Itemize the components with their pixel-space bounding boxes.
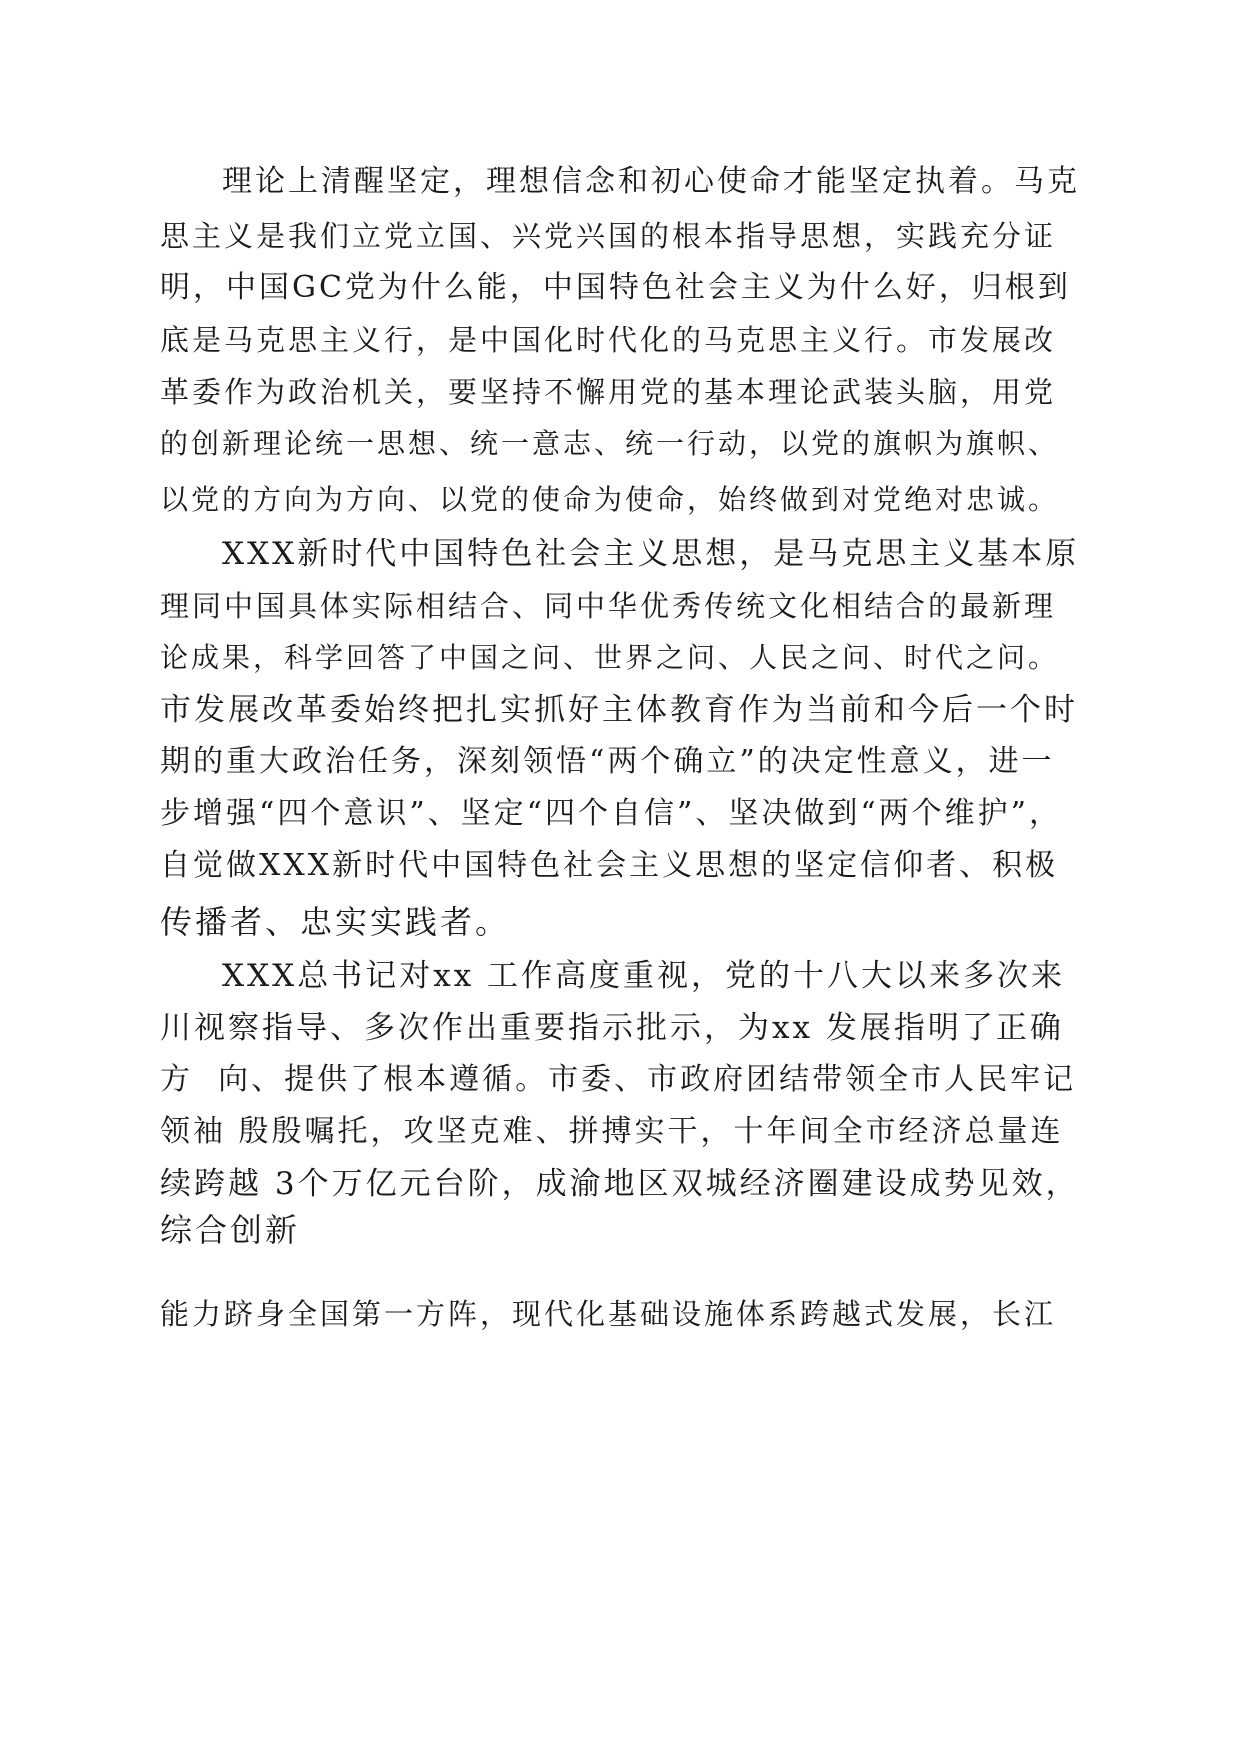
paragraph-1-line-3: 明，中国GC党为什么能，中国特色社会主义为什么好，归根到 — [160, 270, 1071, 305]
paragraph-3-line-2: 川视察指导、多次作出重要指示批示，为xx 发展指明了正确 — [160, 1010, 1064, 1046]
paragraph-2-line-8: 传播者、忠实实践者。 — [160, 903, 511, 941]
paragraph-2-line-4: 市发展改革委始终把扎实抓好主体教育作为当前和今后一个时 — [160, 692, 1078, 728]
paragraph-1-line-7: 以党的方向为方向、以党的使命为使命，始终做到对党绝对忠诚。 — [160, 483, 1060, 516]
paragraph-3-line-4: 领袖 殷殷嘱托，攻坚克难、拼搏实干，十年间全市经济总量连 — [160, 1114, 1064, 1149]
paragraph-1-line-6: 的创新理论统一思想、统一意志、统一行动，以党的旗帜为旗帜、 — [160, 427, 1060, 460]
paragraph-1-line-1: 理论上清醒坚定，理想信念和初心使命才能坚定执着。马克 — [222, 164, 1080, 199]
paragraph-1-line-5: 革委作为政治机关，要坚持不懈用党的基本理论武装头脑，用党 — [160, 375, 1057, 409]
paragraph-2-line-3: 论成果，科学回答了中国之问、世界之问、人民之问、时代之问。 — [160, 641, 1060, 674]
paragraph-1-line-4: 底是马克思主义行，是中国化时代化的马克思主义行。市发展改 — [160, 323, 1057, 357]
paragraph-3-line-3: 方 向、提供了根本遵循。市委、市政府团结带领全市人民牢记 — [160, 1062, 1077, 1097]
paragraph-2-line-5: 期的重大政治任务，深刻领悟“两个确立”的决定性意义，进一 — [160, 744, 1055, 779]
paragraph-2-line-1: XXX新时代中国特色社会主义思想，是马克思主义基本原 — [222, 536, 1080, 572]
paragraph-2-line-7: 自觉做XXX新时代中国特色社会主义思想的坚定信仰者、积极 — [160, 848, 1059, 883]
paragraph-1-line-2: 思主义是我们立党立国、兴党兴国的根本指导思想，实践充分证 — [160, 219, 1057, 253]
paragraph-3-line-7: 能力跻身全国第一方阵，现代化基础设施体系跨越式发展，长江 — [160, 1297, 1057, 1331]
paragraph-3-line-1: XXX总书记对xx 工作高度重视，党的十八大以来多次来 — [222, 958, 1066, 994]
paragraph-2-line-2: 理同中国具体实际相结合、同中华优秀传统文化相结合的最新理 — [160, 589, 1057, 623]
paragraph-2-line-6: 步增强“四个意识”、坚定“四个自信”、坚决做到“两个维护”， — [160, 796, 1063, 831]
paragraph-3-line-5: 续跨越 3个万亿元台阶，成渝地区双城经济圈建设成势见效， — [160, 1166, 1080, 1202]
paragraph-3-line-6: 综合创新 — [160, 1211, 301, 1249]
